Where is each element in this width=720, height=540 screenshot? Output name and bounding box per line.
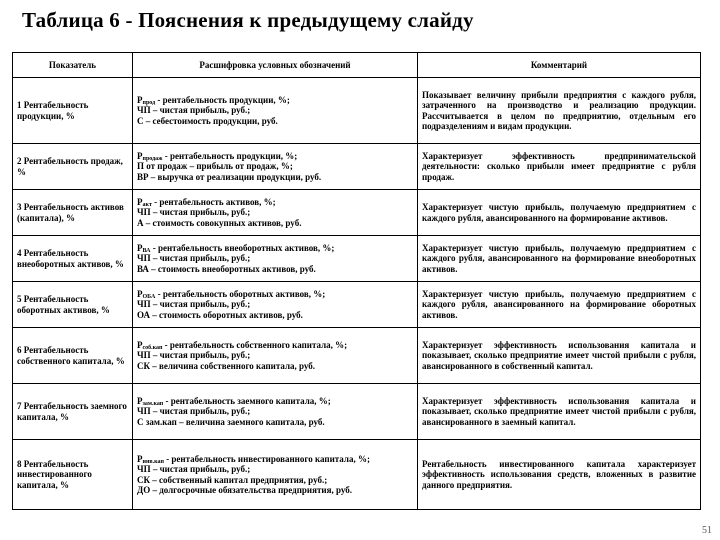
definition-line: С зам.кап – величина заемного капитала, руб. <box>137 416 325 427</box>
definition-line: ДО – долгосрочные обязательства предприятия, руб. <box>137 484 352 495</box>
definitions-cell <box>133 328 418 384</box>
comment-cell: Характеризует чистую прибыль, получаемую предприятием с каждого рубля, авансированного на формирование активов. <box>418 190 701 236</box>
indicator-cell: 5 Рентабельность оборотных активов, % <box>13 282 133 328</box>
indicator-cell: 6 Рентабельность собственного капитала, % <box>13 328 133 384</box>
definition-line: $Р_{инв.кап}$ - рентабельность инвестированного капитала, %; <box>137 454 370 466</box>
table-row <box>13 328 701 384</box>
definition-line: С – себестоимость продукции, руб. <box>137 115 278 126</box>
table-row <box>13 282 701 328</box>
definitions-cell <box>133 236 418 282</box>
table-row <box>13 190 701 236</box>
indicator-cell: 8 Рентабельность инвестированного капитала, % <box>13 440 133 510</box>
definition-line: $Р_{зам.кап}$ - рентабельность заемного капитала, %; <box>137 396 331 408</box>
definitions-cell <box>133 78 418 144</box>
definition-line: ЧП – чистая прибыль, руб.; <box>137 105 251 116</box>
table-row <box>13 78 701 144</box>
definition-line: СК – величина собственного капитала, руб. <box>137 360 316 371</box>
definitions-cell <box>133 144 418 190</box>
indicator-cell: 1 Рентабельность продукции, % <box>13 78 133 144</box>
explanations-table <box>12 52 701 510</box>
definition-line: ОА – стоимость оборотных активов, руб. <box>137 309 303 320</box>
indicator-cell: 4 Рентабельность внеоборотных активов, % <box>13 236 133 282</box>
header-indicator: Показатель <box>13 53 133 78</box>
definitions-cell <box>133 190 418 236</box>
indicator-cell: 3 Рентабельность активов (капитала), % <box>13 190 133 236</box>
definition-line: $Р_{акт}$ - рентабельность активов, %; <box>137 197 276 209</box>
table-row <box>13 236 701 282</box>
comment-cell: Рентабельность инвестированного капитала характеризует эффективность использования средств, вложенных в развитие данного предприятия. <box>418 440 701 510</box>
definition-line: $Р_{продаж}$ - рентабельность продукции, %; <box>137 151 298 163</box>
definition-line: СК – собственный капитал предприятия, руб.; <box>137 474 328 485</box>
definition-line: ЧП – чистая прибыль, руб.; <box>137 350 251 361</box>
comment-cell: Показывает величину прибыли предприятия с каждого рубля, затраченного на производство и реализацию продукции. Рассчитывается в целом по предприятию, отдельным его подразделениям и видам продукции. <box>418 78 701 144</box>
definition-line: $Р_{соб.кап}$ - рентабельность собственного капитала, %; <box>137 340 348 352</box>
definitions-cell <box>133 440 418 510</box>
indicator-cell: 7 Рентабельность заемного капитала, % <box>13 384 133 440</box>
table-row <box>13 440 701 510</box>
comment-cell: Характеризует эффективность использования капитала и показывает, сколько предприятие имеет чистой прибыли с рубля, авансированного в заемный капитал. <box>418 384 701 440</box>
comment-cell: Характеризует чистую прибыль, получаемую предприятием с каждого рубля, авансированного на формирование внеоборотных активов. <box>418 236 701 282</box>
header-definitions: Расшифровка условных обозначений <box>133 53 418 78</box>
definition-line: ЧП – чистая прибыль, руб.; <box>137 207 251 218</box>
definition-line: ЧП – чистая прибыль, руб.; <box>137 253 251 264</box>
definition-line: ЧП – чистая прибыль, руб.; <box>137 464 251 475</box>
definition-line: $Р_{ВА}$ - рентабельность внеоборотных активов, %; <box>137 243 335 255</box>
table-row <box>13 144 701 190</box>
page-number: 51 <box>702 525 712 536</box>
comment-cell: Характеризует чистую прибыль, получаемую предприятием с каждого рубля, авансированного на формирование оборотных активов. <box>418 282 701 328</box>
header-comment: Комментарий <box>418 53 701 78</box>
definition-line: $Р_{прод}$ - рентабельность продукции, %; <box>137 95 290 107</box>
definition-line: ЧП – чистая прибыль, руб.; <box>137 406 251 417</box>
table-header-row <box>13 53 701 78</box>
definition-line: ЧП – чистая прибыль, руб.; <box>137 299 251 310</box>
definition-line: ВА – стоимость внеоборотных активов, руб. <box>137 263 316 274</box>
definition-line: $Р_{ОБА}$ - рентабельность оборотных активов, %; <box>137 289 326 301</box>
indicator-cell: 2 Рентабельность продаж, % <box>13 144 133 190</box>
definition-line: А – стоимость совокупных активов, руб. <box>137 217 302 228</box>
definitions-cell <box>133 384 418 440</box>
definition-line: ВР – выручка от реализации продукции, руб. <box>137 171 322 182</box>
definition-line: П от продаж – прибыль от продаж, %; <box>137 161 293 172</box>
page-title: Таблица 6 - Пояснения к предыдущему слайду <box>22 8 474 32</box>
comment-cell: Характеризует эффективность предпринимательской деятельности: сколько прибыли имеет предприятие с рубля продаж. <box>418 144 701 190</box>
table-row <box>13 384 701 440</box>
comment-cell: Характеризует эффективность использования капитала и показывает, сколько предприятие имеет чистой прибыли с рубля, авансированного в собственный капитал. <box>418 328 701 384</box>
definitions-cell <box>133 282 418 328</box>
